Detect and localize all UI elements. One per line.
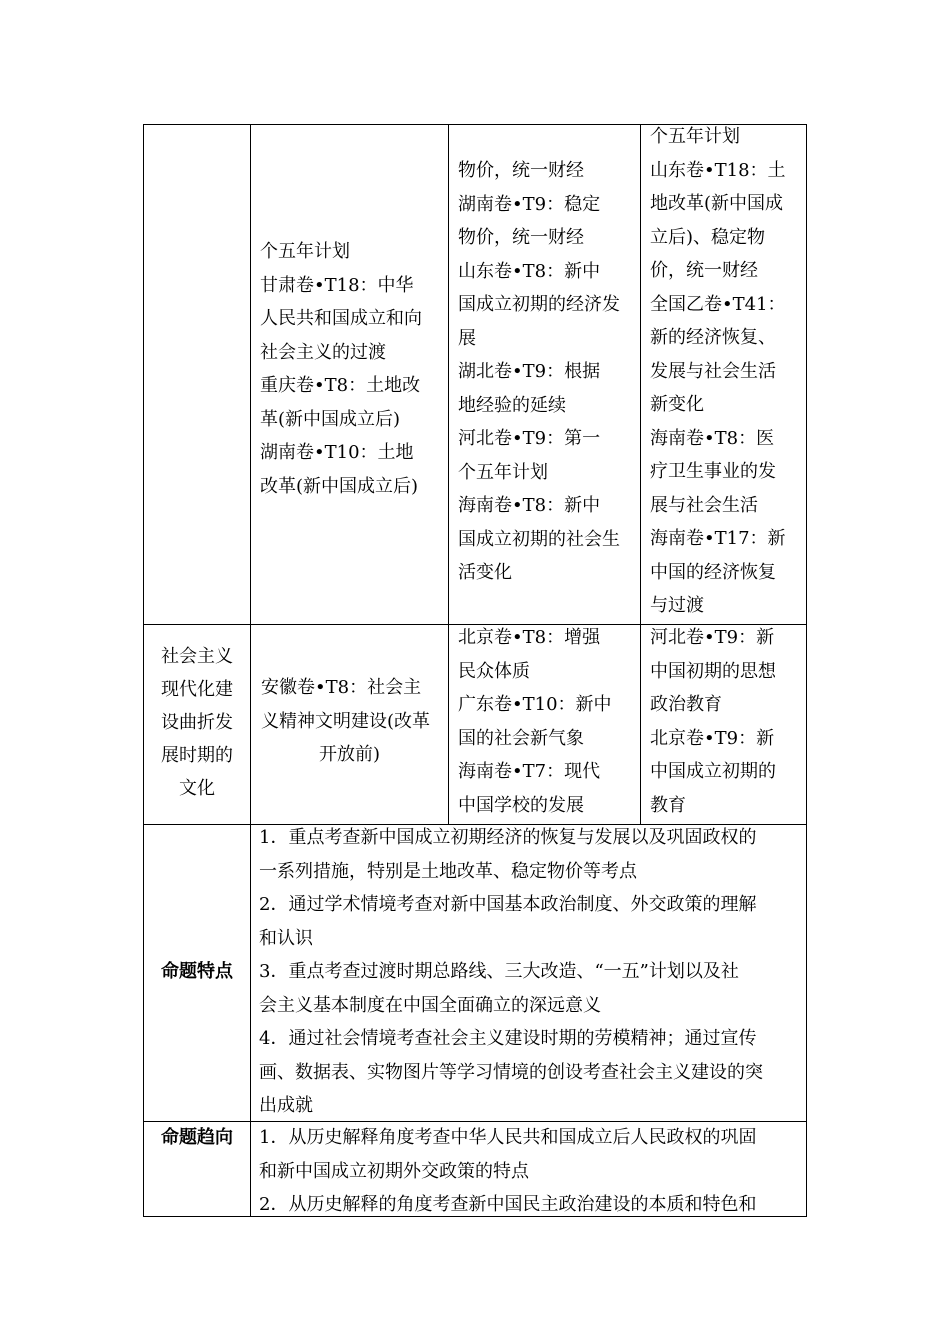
paragraph-line: 画、数据表、实物图片等学习情境的创设考查社会主义建设的突 — [259, 1061, 763, 1083]
cell-line: 革(新中国成立后) — [260, 408, 401, 430]
cell-line: 中国的经济恢复 — [650, 561, 776, 583]
paragraph-line: 3．重点考查过渡时期总路线、三大改造、“一五”计划以及社 — [259, 961, 739, 982]
cell-line: 新变化 — [650, 394, 704, 415]
paragraph-line: 2．通过学术情境考查对新中国基本政治制度、外交政策的理解 — [259, 894, 757, 915]
cell-line: 展与社会生活 — [650, 494, 758, 516]
cell-line: 山东卷•T18：土 — [650, 159, 786, 181]
cell-line: 新的经济恢复、 — [650, 327, 776, 348]
cell-line: 人民共和国成立和向 — [260, 308, 422, 329]
cell-line: 湖南卷•T10：土地 — [260, 442, 414, 463]
paragraph-line: 一系列措施，特别是土地改革、稳定物价等考点 — [259, 860, 637, 882]
divider-col3-row2 — [640, 624, 641, 824]
paragraph-line: 1．重点考查新中国成立初期经济的恢复与发展以及巩固政权的 — [259, 827, 757, 848]
cell-line: 安徽卷•T8：社会主 — [261, 677, 422, 698]
cell-line: 开放前) — [318, 744, 381, 765]
category-line: 文化 — [179, 778, 215, 799]
paragraph-line: 和新中国成立初期外交政策的特点 — [259, 1160, 529, 1182]
cell-line: 国成立初期的社会生 — [458, 528, 620, 550]
cell-line: 湖北卷•T9：根据 — [458, 361, 601, 382]
cell-line: 海南卷•T17：新 — [650, 528, 786, 549]
cell-line: 海南卷•T7：现代 — [458, 761, 601, 782]
category-line: 展时期的 — [161, 745, 233, 766]
cell-line: 中国学校的发展 — [458, 794, 584, 816]
paragraph-line: 和认识 — [259, 927, 313, 949]
paragraph-line: 1．从历史解释角度考查中华人民共和国成立后人民政权的巩固 — [259, 1127, 757, 1148]
cell-line: 价，统一财经 — [650, 260, 758, 281]
cell-line: 中国初期的思想 — [650, 660, 776, 682]
cell-line: 北京卷•T8：增强 — [458, 627, 601, 648]
cell-line: 个五年计划 — [260, 241, 350, 262]
cell-line: 疗卫生事业的发 — [650, 461, 776, 482]
cell-line: 国成立初期的经济发 — [458, 294, 620, 315]
cell-line: 个五年计划 — [458, 461, 548, 483]
cell-line: 个五年计划 — [650, 126, 740, 147]
category-line: 现代化建 — [161, 679, 233, 700]
cell-line: 立后)、稳定物 — [650, 226, 766, 248]
category-line: 社会主义 — [161, 646, 233, 667]
cell-line: 改革(新中国成立后) — [260, 475, 419, 497]
cell-line: 民众体质 — [458, 660, 530, 682]
cell-line: 山东卷•T8：新中 — [458, 260, 601, 282]
cell-line: 全国乙卷•T41： — [650, 293, 786, 315]
cell-line: 重庆卷•T8：土地改 — [260, 375, 421, 396]
cell-line: 甘肃卷•T18：中华 — [260, 274, 414, 296]
table-border-right — [806, 124, 807, 1217]
cell-line: 物价，统一财经 — [458, 160, 584, 181]
cell-line: 地经验的延续 — [458, 394, 566, 416]
paragraph-line: 会主义基本制度在中国全面确立的深远意义 — [259, 994, 601, 1016]
paragraph-line: 4．通过社会情境考查社会主义建设时期的劳模精神；通过宣传 — [259, 1028, 757, 1049]
cell-line: 河北卷•T9：新 — [650, 627, 775, 648]
cell-line: 与过渡 — [650, 595, 704, 616]
cell-line: 国的社会新气象 — [458, 727, 584, 749]
divider-col1 — [250, 124, 251, 1217]
row4-label: 命题趋向 — [161, 1127, 233, 1148]
cell-line: 河北卷•T9：第一 — [458, 428, 601, 449]
cell-line: 北京卷•T9：新 — [650, 727, 775, 749]
cell-line: 发展与社会生活 — [650, 360, 776, 382]
cell-line: 海南卷•T8：新中 — [458, 495, 601, 516]
cell-line: 社会主义的过渡 — [260, 341, 386, 363]
cell-line: 活变化 — [458, 562, 512, 583]
cell-line: 义精神文明建设(改革 — [261, 710, 431, 732]
cell-line: 展 — [458, 327, 476, 349]
cell-line: 广东卷•T10：新中 — [458, 694, 612, 715]
category-line: 设曲折发 — [161, 712, 233, 733]
cell-line: 湖南卷•T9：稳定 — [458, 193, 601, 215]
divider-col3-row1 — [640, 124, 641, 624]
cell-line: 中国成立初期的 — [650, 761, 776, 782]
cell-line: 教育 — [650, 794, 686, 816]
row3-label: 命题特点 — [161, 961, 233, 982]
cell-line: 物价，统一财经 — [458, 227, 584, 248]
paragraph-line: 2．从历史解释的角度考查新中国民主政治建设的本质和特色和 — [259, 1194, 757, 1215]
cell-line: 地改革(新中国成 — [650, 193, 784, 214]
cell-line: 政治教育 — [650, 694, 722, 715]
divider-col2 — [448, 124, 449, 824]
cell-line: 海南卷•T8：医 — [650, 427, 775, 449]
paragraph-line: 出成就 — [259, 1095, 313, 1116]
